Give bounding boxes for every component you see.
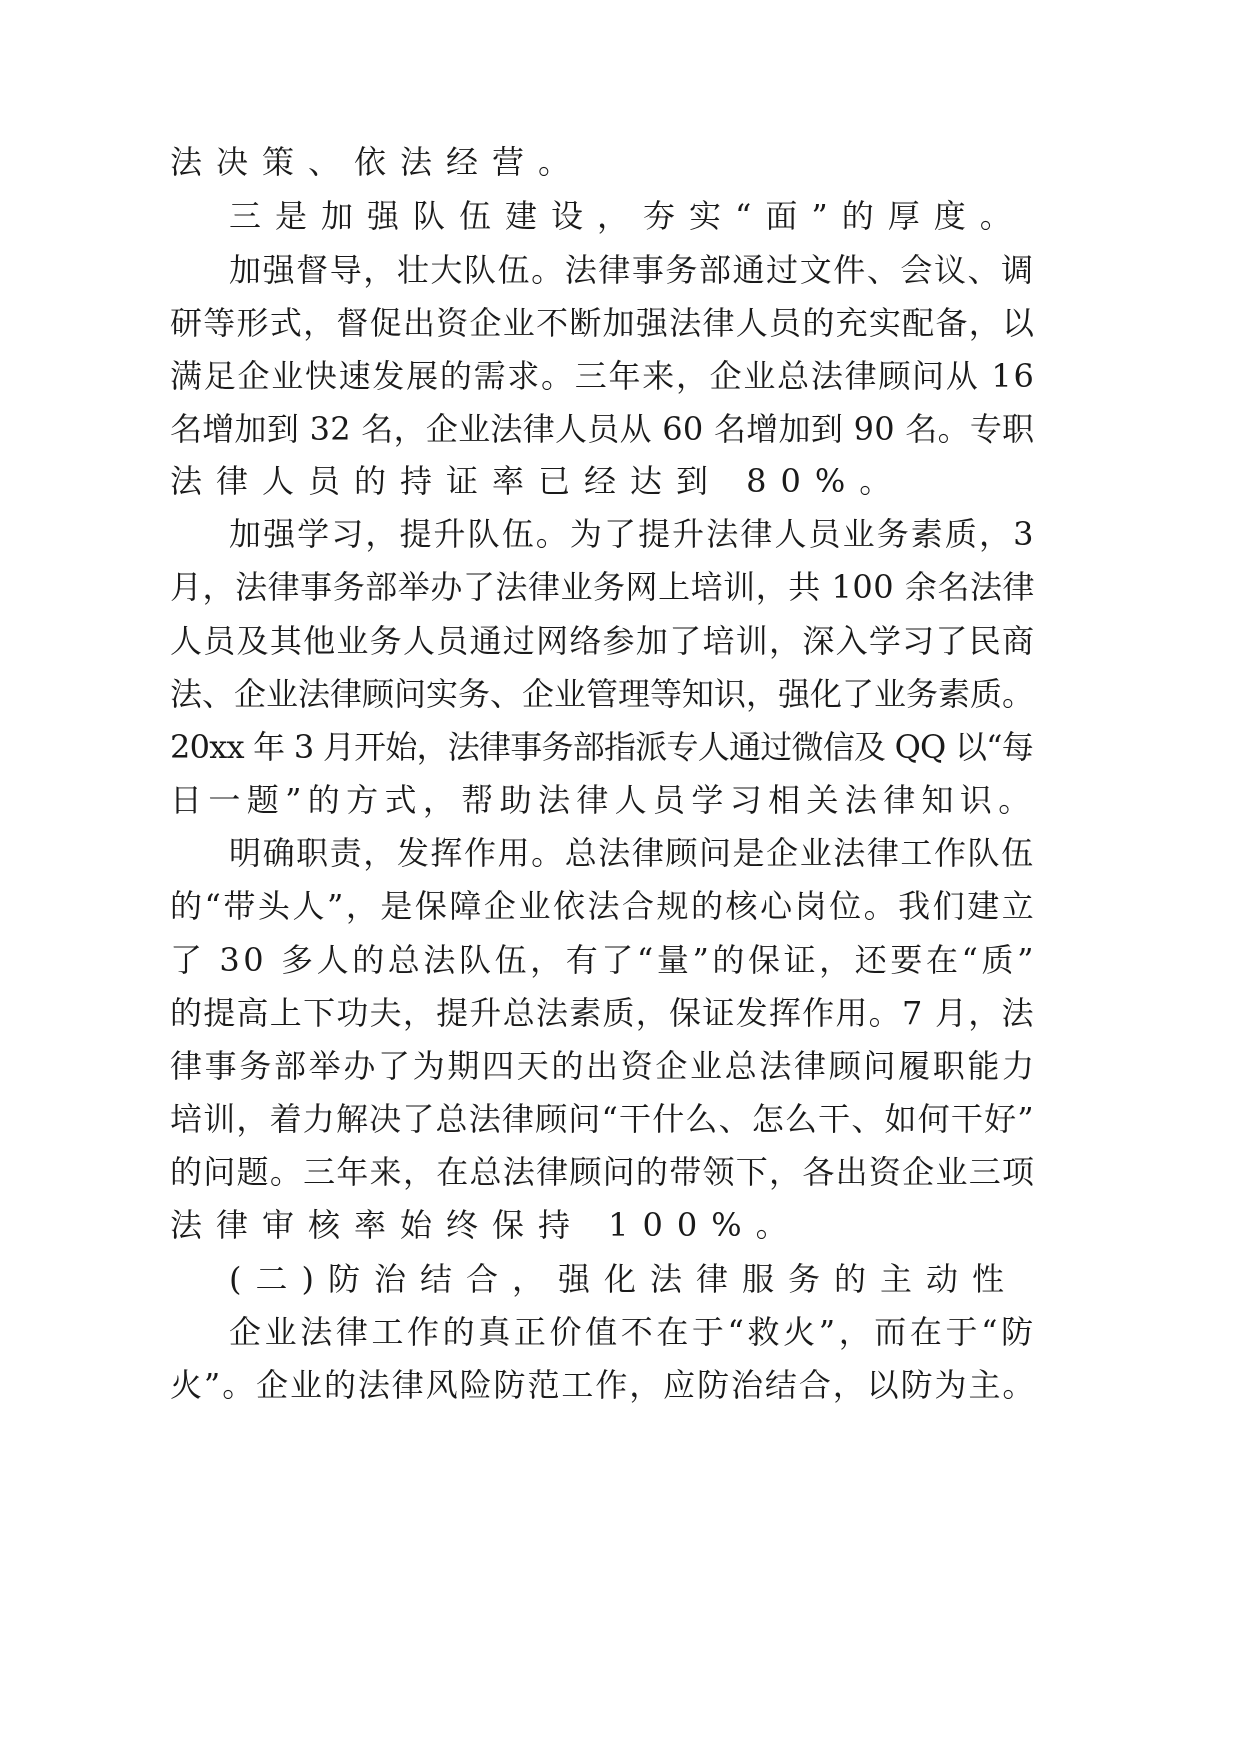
text-line: 加强督导，壮大队伍。法律事务部通过文件、会议、调 <box>229 251 1035 289</box>
text-line: 企业法律工作的真正价值不在于“救火”，而在于“防 <box>229 1313 1037 1351</box>
text-line: 研等形式，督促出资企业不断加强法律人员的充实配备，以 <box>170 304 1036 342</box>
text-line: 培训，着力解决了总法律顾问“干什么、怎么干、如何干好” <box>170 1100 1035 1138</box>
text-line: 火”。企业的法律风险防范工作，应防治结合，以防为主。 <box>170 1366 1037 1404</box>
text-line: 法、企业法律顾问实务、企业管理等知识，强化了业务素质。 <box>170 675 1035 713</box>
text-line: 20xx 年 3 月开始，法律事务部指派专人通过微信及 QQ 以“每 <box>170 728 1034 766</box>
text-line: 满足企业快速发展的需求。三年来，企业总法律顾问从 16 <box>170 357 1036 395</box>
text-line: 的问题。三年来，在总法律顾问的带领下，各出资企业三项 <box>170 1153 1036 1191</box>
text-line: 日一题”的方式，帮助法律人员学习相关法律知识。 <box>170 781 1037 819</box>
text-line: 人员及其他业务人员通过网络参加了培训，深入学习了民商 <box>170 622 1036 660</box>
text-line: 律事务部举办了为期四天的出资企业总法律顾问履职能力 <box>170 1047 1037 1085</box>
text-line: 的提高上下功夫，提升总法素质，保证发挥作用。7 月，法 <box>170 994 1035 1032</box>
text-line: 法律人员的持证率已经达到 80%。 <box>170 462 906 500</box>
text-line: 的“带头人”，是保障企业依法合规的核心岗位。我们建立 <box>170 887 1037 925</box>
text-line: 法律审核率始终保持 100%。 <box>170 1206 802 1244</box>
text-line: 名增加到 32 名，企业法律人员从 60 名增加到 90 名。专职 <box>170 410 1035 448</box>
text-line: 明确职责，发挥作用。总法律顾问是企业法律工作队伍 <box>229 834 1035 872</box>
text-line: (二)防治结合，强化法律服务的主动性 <box>229 1260 1018 1298</box>
text-line: 三是加强队伍建设，夯实“面”的厚度。 <box>229 197 1026 235</box>
text-line: 法决策、依法经营。 <box>170 143 585 181</box>
text-line: 了 30 多人的总法队伍，有了“量”的保证，还要在“质” <box>170 941 1038 979</box>
text-line: 加强学习，提升队伍。为了提升法律人员业务素质，3 <box>229 515 1036 553</box>
text-line: 月，法律事务部举办了法律业务网上培训，共 100 余名法律 <box>170 568 1036 606</box>
